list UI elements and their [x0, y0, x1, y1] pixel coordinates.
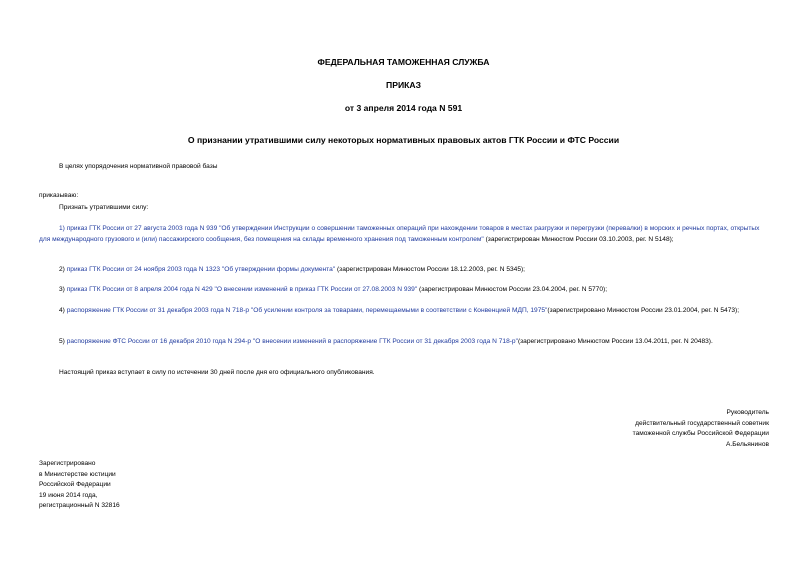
document-date-number: от 3 апреля 2014 года N 591 — [344, 103, 463, 113]
item-number: 3) — [59, 286, 67, 293]
list-item — [39, 306, 771, 317]
signer-name: А.Бельянинов — [726, 440, 769, 448]
document-type: ПРИКАЗ — [386, 80, 421, 90]
signer-rank-line-1: действительный государственный советник — [635, 419, 769, 427]
declare-paragraph: Признать утратившими силу: — [59, 204, 149, 211]
signer-position: Руководитель — [726, 409, 769, 416]
document-link[interactable]: распоряжение ФТС России от 16 декабря 2010 года N 294-р "О внесении изменений в распоряжение ГТК России от 31 декабря 2003 года N 718-р" — [66, 338, 518, 345]
registration-note: (зарегистрирован Минюстом России 18.12.2003, рег. N 5345); — [335, 266, 526, 273]
registration-date: 19 июня 2014 года, — [39, 491, 98, 499]
purpose-paragraph: В целях упорядочения нормативной правовой базы — [59, 163, 218, 170]
list-item — [39, 337, 771, 348]
signer-rank-line-2: таможенной службы Российской Федерации — [632, 430, 769, 437]
document-link[interactable]: 1) приказ ГТК России от 27 августа 2003 года N 939 "Об утверждении Инструкции о совершении таможенных операций при нахождении товаров в местах разгрузки и перегрузки (перевалки) в морских и речных портах, открытых для международного грузового и (или) пассажирского сообщения, без помещения на склады временного хранения под таможенным контролем" — [39, 225, 760, 243]
registration-line: Зарегистрировано — [39, 460, 96, 467]
list-item — [39, 265, 771, 276]
registration-note: (зарегистрировано Минюстом России 13.04.2011, рег. N 20483). — [517, 338, 713, 345]
item-number: 4) — [59, 307, 67, 314]
list-item — [39, 224, 771, 245]
item-number: 2) — [59, 266, 67, 273]
registration-block — [39, 459, 120, 512]
registration-note: (зарегистрирован Минюстом России 23.04.2004, рег. N 5770); — [417, 286, 608, 293]
effective-paragraph: Настоящий приказ вступает в силу по истечении 30 дней после дня его официального опубликования. — [59, 369, 375, 376]
list-item — [39, 285, 771, 296]
document-link[interactable]: приказ ГТК России от 24 ноября 2003 года N 1323 "Об утверждении формы документа" — [66, 266, 336, 273]
registration-number: регистрационный N 32816 — [39, 502, 120, 509]
registration-line: в Министерстве юстиции — [39, 470, 116, 478]
document-link[interactable]: распоряжение ГТК России от 31 декабря 2003 года N 718-р "Об усилении контроля за товарами, перемещаемыми в соответствии с Конвенцией МДП, 1975" — [66, 307, 548, 314]
registration-note: (зарегистрировано Минюстом России 23.01.2004, рег. N 5473); — [547, 307, 740, 314]
order-word: приказываю: — [39, 192, 79, 199]
registration-line: Российской Федерации — [39, 481, 111, 488]
agency-name: ФЕДЕРАЛЬНАЯ ТАМОЖЕННАЯ СЛУЖБА — [317, 57, 490, 67]
signature-block — [633, 408, 769, 450]
item-number: 5) — [59, 338, 67, 345]
document-title: О признании утратившими силу некоторых нормативных правовых актов ГТК России и ФТС России — [187, 135, 620, 145]
registration-note: (зарегистрирован Минюстом России 03.10.2003, рег. N 5148); — [483, 235, 674, 243]
document-link[interactable]: приказ ГТК России от 8 апреля 2004 года N 429 "О внесении изменений в приказ ГТК России от 27.08.2003 N 939" — [66, 286, 418, 293]
